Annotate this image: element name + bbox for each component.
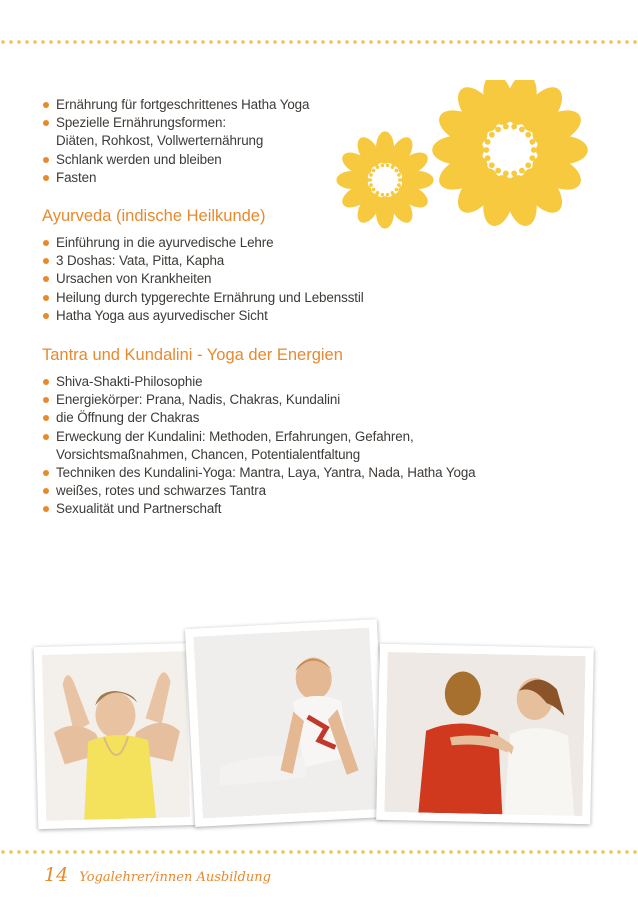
list-item	[42, 307, 502, 325]
list-item-text: Spezielle Ernährungsformen:	[56, 115, 226, 131]
list-item-text: Sexualität und Partnerschaft	[56, 501, 222, 517]
list-item-text: Fasten	[56, 169, 97, 185]
list-item-text: Energiekörper: Prana, Nadis, Chakras, Kundalini	[56, 392, 341, 408]
photo-massage	[376, 644, 594, 824]
photo-yoga-bow-pose	[34, 643, 199, 829]
list-item	[42, 464, 502, 482]
main-content	[42, 96, 502, 519]
list-item	[42, 151, 502, 169]
list-item-text: die Öffnung der Chakras	[56, 410, 200, 426]
list-item-text: Erweckung der Kundalini: Methoden, Erfahrungen, Gefahren,	[56, 428, 414, 444]
list-item	[42, 391, 502, 409]
photo-yoga-cobra-pose	[185, 619, 387, 827]
footer-title: Yogalehrer/innen Ausbildung	[79, 870, 271, 885]
list-item	[42, 252, 502, 270]
list-item	[42, 114, 502, 150]
list-item	[42, 373, 502, 391]
tantra-list	[42, 373, 502, 519]
list-item	[42, 96, 502, 114]
list-item-text: Einführung in die ayurvedische Lehre	[56, 235, 274, 251]
page-number: 14	[44, 864, 69, 886]
list-item-text: Techniken des Kundalini-Yoga: Mantra, Laya, Yantra, Nada, Hatha Yoga	[56, 465, 476, 481]
list-item-text: Schlank werden und bleiben	[56, 151, 222, 167]
list-item-text: weißes, rotes und schwarzes Tantra	[56, 483, 266, 499]
list-item-text: Diäten, Rohkost, Vollwerternährung	[56, 133, 264, 149]
list-item	[42, 482, 502, 500]
list-item	[42, 270, 502, 288]
bottom-dotted-border	[0, 847, 638, 857]
nutrition-list	[42, 96, 502, 187]
list-item	[42, 428, 502, 464]
list-item	[42, 500, 502, 518]
list-item-text: Hatha Yoga aus ayurvedischer Sicht	[56, 307, 268, 323]
tantra-heading: Tantra und Kundalini - Yoga der Energien	[42, 346, 343, 365]
ayurveda-heading: Ayurveda (indische Heilkunde)	[42, 207, 266, 226]
list-item-text: Ernährung für fortgeschrittenes Hatha Yoga	[56, 97, 310, 112]
list-item-text: Ursachen von Krankheiten	[56, 271, 212, 287]
top-dotted-border	[0, 37, 638, 47]
page-footer	[44, 864, 271, 886]
ayurveda-list	[42, 234, 502, 325]
list-item	[42, 169, 502, 187]
list-item	[42, 409, 502, 427]
list-item-text: Vorsichtsmaßnahmen, Chancen, Potentialentfaltung	[56, 446, 361, 462]
list-item-text: Shiva-Shakti-Philosophie	[56, 374, 203, 390]
list-item-text: 3 Doshas: Vata, Pitta, Kapha	[56, 253, 225, 269]
list-item	[42, 289, 502, 307]
list-item	[42, 234, 502, 252]
list-item-text: Heilung durch typgerechte Ernährung und Lebensstil	[56, 289, 364, 305]
